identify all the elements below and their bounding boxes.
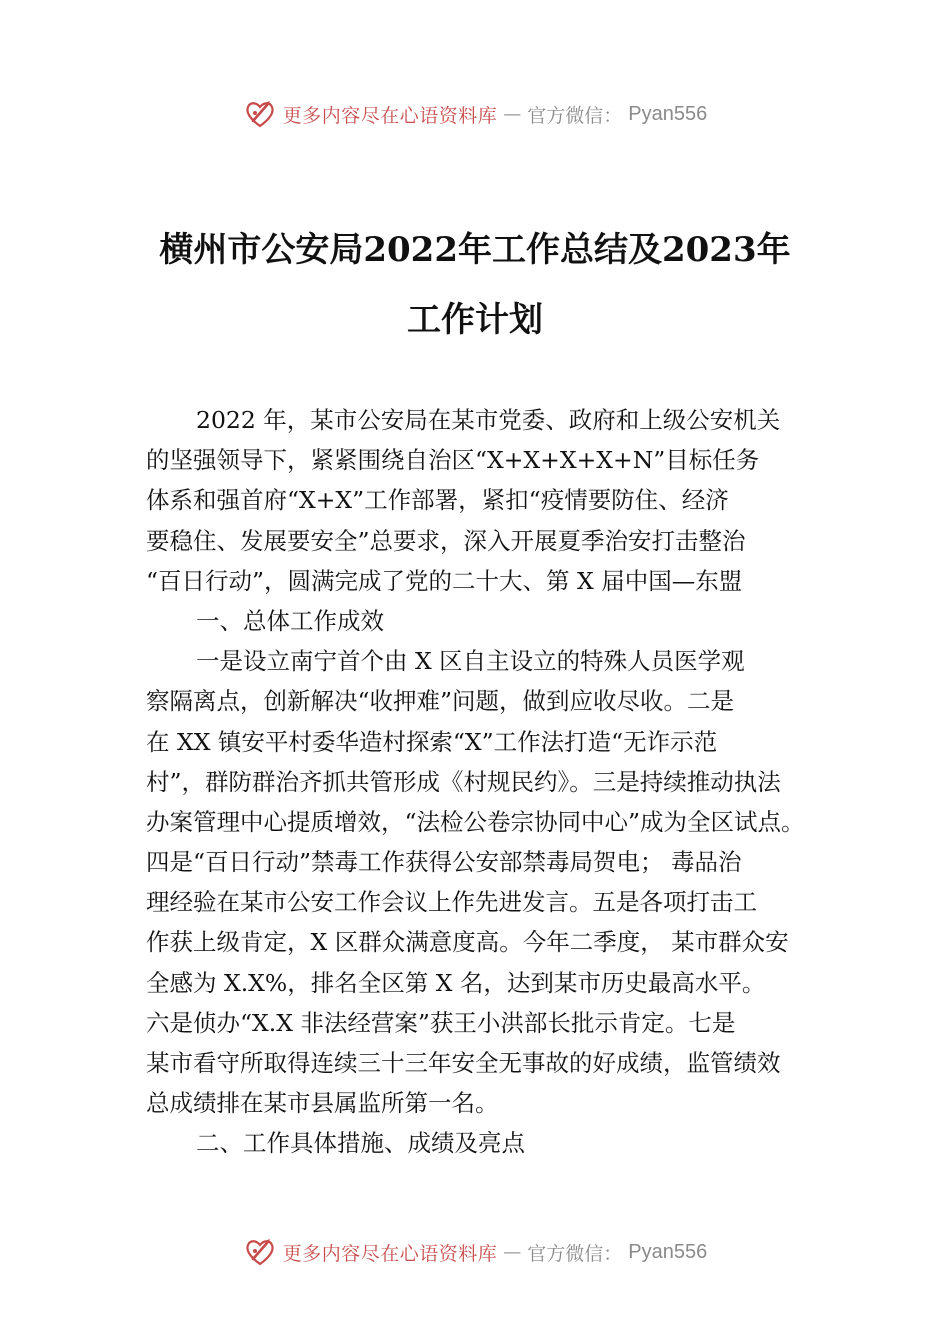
body-line: 办案管理中心提质增效，“法检公卷宗协同中心”成为全区试点。 bbox=[146, 807, 805, 836]
body-line: 体系和强首府“X+X”工作部署，紧扣“疫情要防住、经济 bbox=[146, 486, 729, 515]
body-line: 村”，群防群治齐抓共管形成《村规民约》。三是持续推动执法 bbox=[146, 767, 781, 796]
watermark-wechat-id: Pyan556 bbox=[628, 1240, 708, 1263]
body-line: 要稳住、发展要安全”总要求，深入开展夏季治安打击整治 bbox=[146, 526, 746, 555]
watermark-header bbox=[0, 94, 950, 134]
watermark-separator: — bbox=[503, 103, 522, 125]
watermark-text: 更多内容尽在心语资料库 bbox=[282, 104, 498, 127]
body-line: 作获上级肯定，X 区群众满意度高。今年二季度， 某市群众安 bbox=[146, 928, 789, 957]
document-title-line-2: 工作计划 bbox=[407, 300, 543, 340]
body-line: 六是侦办“X.X 非法经营案”获王小洪部长批示肯定。七是 bbox=[146, 1008, 736, 1037]
heart-pen-logo-icon bbox=[243, 1235, 277, 1269]
watermark-contact-label: 官方微信： bbox=[527, 1242, 623, 1265]
body-line: “百日行动”，圆满完成了党的二十大、第 X 届中国—东盟 bbox=[146, 566, 743, 595]
section-heading: 二、工作具体措施、成绩及亮点 bbox=[196, 1129, 525, 1158]
section-heading: 一、总体工作成效 bbox=[196, 606, 384, 635]
body-line: 四是“百日行动”禁毒工作获得公安部禁毒局贺电； 毒品治 bbox=[146, 848, 742, 877]
body-line: 察隔离点，创新解决“收押难”问题，做到应收尽收。二是 bbox=[146, 687, 735, 716]
watermark-footer bbox=[0, 1232, 950, 1272]
document-title-line-1: 横州市公安局2022年工作总结及2023年 bbox=[159, 230, 791, 270]
body-line: 某市看守所取得连续三十三年安全无事故的好成绩，监管绩效 bbox=[146, 1049, 781, 1077]
body-line: 的坚强领导下，紧紧围绕自治区“X+X+X+X+N”目标任务 bbox=[146, 446, 760, 475]
watermark-contact-label: 官方微信： bbox=[527, 104, 623, 127]
watermark-text: 更多内容尽在心语资料库 bbox=[282, 1242, 498, 1265]
document-body bbox=[146, 400, 836, 1164]
body-line: 理经验在某市公安工作会议上作先进发言。五是各项打击工 bbox=[146, 888, 757, 917]
body-line: 2022 年，某市公安局在某市党委、政府和上级公安机关 bbox=[196, 406, 781, 434]
heart-pen-logo-icon bbox=[243, 97, 277, 131]
body-line: 总成绩排在某市县属监所第一名。 bbox=[146, 1089, 499, 1118]
watermark-wechat-id: Pyan556 bbox=[628, 102, 708, 125]
body-line: 在 XX 镇安平村委华造村探索“X”工作法打造“无诈示范 bbox=[146, 727, 718, 756]
body-line: 全感为 X.X%，排名全区第 X 名，达到某市历史最高水平。 bbox=[146, 968, 766, 997]
watermark-separator: — bbox=[503, 1241, 522, 1263]
body-line: 一是设立南宁首个由 X 区自主设立的特殊人员医学观 bbox=[196, 647, 745, 676]
